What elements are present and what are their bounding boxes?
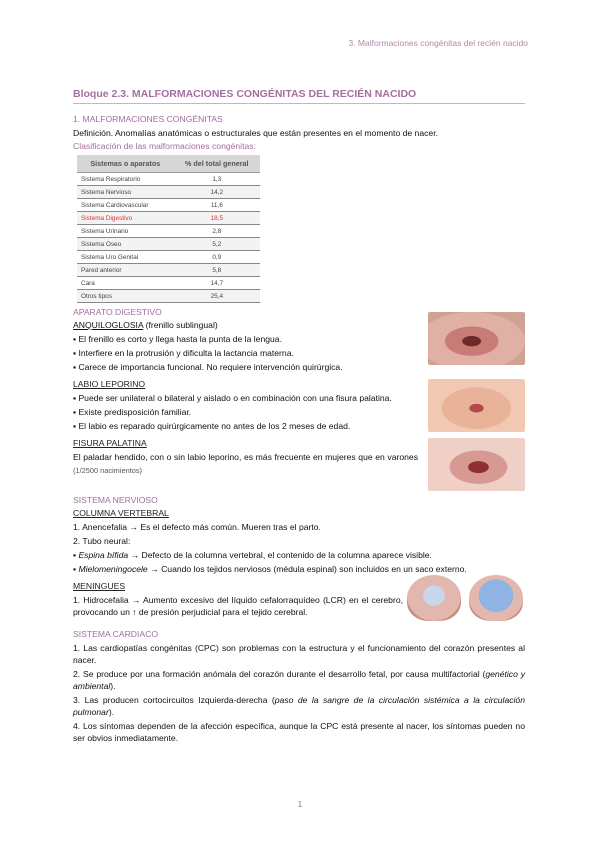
- table-row: [77, 225, 260, 238]
- meninges-title: MENINGUES: [73, 581, 126, 591]
- espina-bifida-text: → Defecto de la columna vertebral, el contenido de la columna aparece visible.: [128, 550, 432, 560]
- table-cell-system: Pared anterior: [77, 264, 174, 277]
- anencefalia-item: 1. Anencefalia → Es el defecto más común. Mueren tras el parto.: [73, 522, 321, 532]
- cardiaco-point-4: 4. Los síntomas dependen de la afección específica, aunque la CPC está presente al nacer, los síntomas pueden no ser obvios inmediatamente.: [73, 721, 525, 743]
- section-heading-cardiaco: SISTEMA CARDIACO: [73, 629, 158, 639]
- bullet-item: ▪ Carece de importancia funcional. No requiere intervención quirúrgica.: [73, 361, 418, 373]
- labio-leporino-block: [73, 379, 525, 434]
- bullet-item: ▪ Interfiere en la protrusión y dificulta la lactancia materna.: [73, 347, 418, 359]
- running-header: 3. Malformaciones congénitas del recién nacido: [348, 38, 528, 48]
- table-cell-value: 0,9: [174, 251, 260, 264]
- definition-text: Definición. Anomalías anatómicas o estructurales que están presentes en el momento de nacer.: [73, 128, 438, 138]
- mielomeningocele-term: Mielomeningocele: [78, 564, 148, 574]
- labio-leporino-photo: [428, 379, 525, 432]
- cardiaco-point-2-end: ).: [110, 681, 116, 691]
- classification-heading: Clasificación de las malformaciones congénitas:: [73, 141, 256, 151]
- section-heading-nervioso: SISTEMA NERVIOSO: [73, 495, 158, 505]
- cardiaco-point-2-cause: genético y ambiental: [73, 669, 525, 691]
- bullet-item: ▪ Existe predisposición familiar.: [73, 406, 418, 418]
- fisura-palatina-frequency: (1/2500 nacimientos): [73, 466, 143, 475]
- anquiloglosia-title: ANQUILOGLOSIA: [73, 320, 144, 330]
- table-cell-system: Sistema Digestivo: [77, 212, 174, 225]
- table-row: [77, 186, 260, 199]
- columna-vertebral-title: COLUMNA VERTEBRAL: [73, 508, 169, 518]
- table-row: [77, 199, 260, 212]
- bullet-item: ▪ El labio es reparado quirúrgicamente no antes de los 2 meses de edad.: [73, 420, 418, 432]
- espina-bifida-term: Espina bífida: [78, 550, 129, 560]
- bullet-item: ▪ Puede ser unilateral o bilateral y aislado o en combinación con una fisura palatina.: [73, 392, 418, 404]
- table-cell-system: Sistema Uro Genital: [77, 251, 174, 264]
- cardiaco-point-2: [73, 668, 525, 692]
- section-heading-digestivo: APARATO DIGESTIVO: [73, 307, 162, 317]
- hydrocephalus-illustration: [407, 567, 525, 625]
- page-number: 1: [297, 800, 303, 809]
- table-cell-value: 5,2: [174, 238, 260, 251]
- hidrocefalia-text: 1. Hidrocefalia → Aumento excesivo del líquido cefalorraquídeo (LCR) en el cerebro, provocando un ↑ de presión perjudicial para el tejido cerebral.: [73, 595, 403, 617]
- table-cell-system: Cara: [77, 277, 174, 290]
- tubo-neural-item: 2. Tubo neural:: [73, 536, 131, 546]
- table-cell-value: 5,8: [174, 264, 260, 277]
- systems-table: [77, 155, 260, 303]
- anquiloglosia-heading: [73, 320, 418, 331]
- meninges-block: [73, 581, 525, 625]
- cardiaco-point-3-end: ).: [108, 707, 115, 717]
- bullet-item: ▪ El frenillo es corto y llega hasta la punta de la lengua.: [73, 333, 418, 345]
- espina-bifida-item: [73, 549, 525, 561]
- table-row: [77, 277, 260, 290]
- fisura-palatina-title: FISURA PALATINA: [73, 438, 147, 448]
- block-title: Bloque 2.3. MALFORMACIONES CONGÉNITAS DEL RECIÉN NACIDO: [73, 88, 417, 100]
- cardiaco-point-1: 1. Las cardiopatías congénitas (CPC) son problemas con la estructura y el funcionamiento del corazón presentes al nacer.: [73, 643, 525, 665]
- table-cell-value: 11,6: [174, 199, 260, 212]
- table-row: [77, 251, 260, 264]
- brain-hydrocephalus-icon: [469, 575, 523, 621]
- section-heading-malformaciones: 1. MALFORMACIONES CONGÉNITAS: [73, 114, 223, 124]
- table-cell-value: 18,5: [174, 212, 260, 225]
- table-row: [77, 290, 260, 303]
- mielomeningocele-text: → Cuando los tejidos nerviosos (médula espinal) son incluidos en un saco externo.: [147, 564, 467, 574]
- table-cell-value: 2,8: [174, 225, 260, 238]
- table-cell-value: 1,3: [174, 173, 260, 186]
- table-header-systems: Sistemas o aparatos: [77, 155, 174, 173]
- table-cell-value: 14,2: [174, 186, 260, 199]
- table-cell-value: 25,4: [174, 290, 260, 303]
- brain-normal-icon: [407, 575, 461, 621]
- table-cell-system: Sistema Respiratorio: [77, 173, 174, 186]
- table-cell-system: Sistema Cardiovascular: [77, 199, 174, 212]
- table-row: [77, 173, 260, 186]
- cardiaco-point-3-explanation: paso de la sangre de la circulación sistémica a la circulación pulmonar: [73, 695, 525, 717]
- table-header-percent: % del total general: [174, 155, 260, 173]
- cardiaco-point-3: [73, 694, 525, 718]
- table-row: [77, 238, 260, 251]
- anquiloglosia-block: [73, 320, 525, 375]
- anquiloglosia-photo: [428, 312, 525, 365]
- table-cell-system: Sistema Oseo: [77, 238, 174, 251]
- fisura-palatina-description: El paladar hendido, con o sin labio leporino, es más frecuente en mujeres que en varones: [73, 452, 418, 462]
- cardiaco-point-3-text: 3. Las producen cortocircuitos Izquierda-derecha (: [73, 695, 275, 705]
- fisura-palatina-text: [73, 451, 418, 477]
- table-cell-system: Sistema Nervioso: [77, 186, 174, 199]
- title-divider: [73, 103, 525, 104]
- table-cell-system: Sistema Urinario: [77, 225, 174, 238]
- table-cell-value: 14,7: [174, 277, 260, 290]
- fisura-palatina-block: [73, 438, 525, 491]
- labio-leporino-title: LABIO LEPORINO: [73, 379, 146, 389]
- anquiloglosia-subtitle: (frenillo sublingual): [143, 320, 218, 330]
- table-row-highlighted: [77, 212, 260, 225]
- cardiaco-point-2-text: 2. Se produce por una formación anómala del corazón durante el desarrollo fetal, por causa multifactorial (: [73, 669, 486, 679]
- table-cell-system: Otros tipos: [77, 290, 174, 303]
- page-content: [73, 88, 525, 746]
- table-row: [77, 264, 260, 277]
- fisura-palatina-photo: [428, 438, 525, 491]
